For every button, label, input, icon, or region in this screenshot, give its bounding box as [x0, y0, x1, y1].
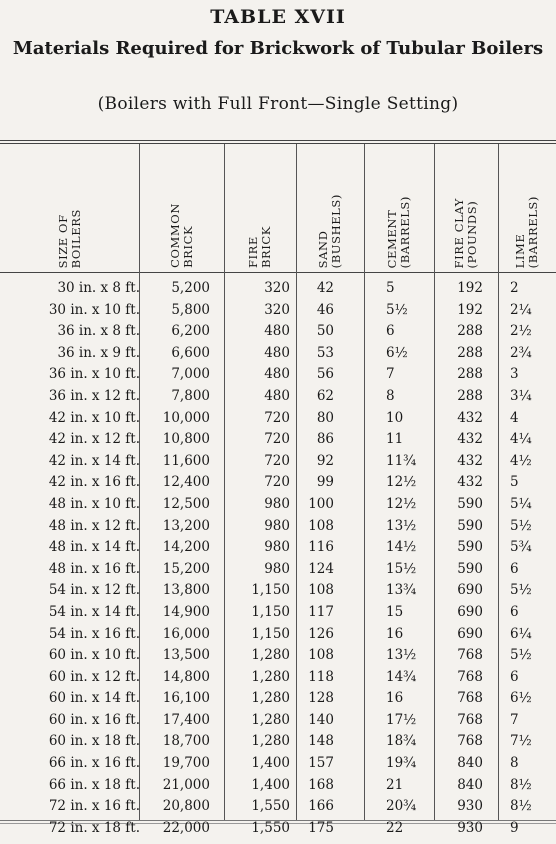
fire-clay-cell: 768	[457, 690, 483, 707]
table-row	[0, 710, 556, 732]
sand-cell: 92	[316, 452, 334, 469]
fire-clay-cell: 288	[457, 323, 483, 340]
fire-brick-cell: 480	[264, 344, 290, 361]
common-brick-cell: 12,400	[162, 474, 210, 491]
size-cell: 54 in. x 16 ft.	[48, 625, 140, 642]
table-row	[0, 278, 556, 300]
fire-clay-cell: 432	[457, 474, 483, 491]
cement-cell: 13½	[386, 647, 417, 664]
fire-brick-cell: 720	[264, 431, 290, 448]
column-header-common-brick: COMMON BRICK	[167, 203, 195, 268]
fire-brick-cell: 480	[264, 387, 290, 404]
lime-cell: 2¼	[510, 301, 532, 318]
fire-brick-cell: 320	[264, 280, 290, 296]
fire-clay-cell: 768	[457, 647, 483, 664]
common-brick-cell: 13,800	[162, 582, 210, 599]
table-note: (Boilers with Full Front—Single Setting)	[97, 94, 459, 114]
size-cell: 48 in. x 14 ft.	[48, 539, 140, 556]
common-brick-cell: 16,100	[162, 690, 210, 707]
common-brick-cell: 18,700	[162, 733, 210, 750]
cement-cell: 20¾	[386, 798, 417, 815]
lime-cell: 5½	[510, 517, 532, 534]
table-row	[0, 321, 556, 343]
table-body	[0, 278, 556, 839]
cement-cell: 15	[386, 603, 404, 620]
size-cell: 30 in. x 8 ft.	[57, 280, 140, 296]
cement-cell: 12½	[386, 495, 417, 512]
fire-clay-cell: 768	[457, 668, 483, 685]
sand-cell: 108	[308, 517, 334, 534]
lime-cell: 2	[510, 280, 519, 296]
size-cell: 60 in. x 10 ft.	[48, 647, 140, 664]
cement-cell: 14¾	[386, 668, 417, 685]
common-brick-cell: 14,200	[162, 539, 210, 556]
cement-cell: 11¾	[386, 452, 417, 469]
table-row	[0, 753, 556, 775]
sand-cell: 80	[316, 409, 334, 426]
lime-cell: 4¼	[510, 431, 532, 448]
top-rule-inner	[0, 143, 556, 144]
fire-brick-cell: 1,280	[251, 690, 290, 707]
fire-brick-cell: 1,150	[251, 625, 290, 642]
common-brick-cell: 16,000	[162, 625, 210, 642]
column-header-size: SIZE OF BOILERS	[55, 208, 83, 268]
fire-brick-cell: 980	[264, 560, 290, 577]
common-brick-cell: 5,200	[171, 280, 210, 296]
lime-cell: 8	[510, 755, 519, 772]
sand-cell: 126	[308, 625, 334, 642]
cement-cell: 22	[386, 819, 404, 836]
lime-cell: 8½	[510, 776, 532, 793]
sand-cell: 140	[308, 711, 334, 728]
sand-cell: 62	[316, 387, 334, 404]
size-cell: 36 in. x 10 ft.	[48, 366, 140, 383]
lime-cell: 6	[510, 668, 519, 685]
table-row	[0, 559, 556, 581]
lime-cell: 6¼	[510, 625, 532, 642]
common-brick-cell: 22,000	[162, 819, 210, 836]
column-header-sand: SAND (BUSHELS)	[316, 193, 343, 268]
lime-cell: 6½	[510, 690, 532, 707]
size-cell: 48 in. x 16 ft.	[48, 560, 140, 577]
fire-brick-cell: 980	[264, 517, 290, 534]
fire-clay-cell: 768	[457, 711, 483, 728]
sand-cell: 42	[316, 280, 334, 296]
lime-cell: 5¼	[510, 495, 532, 512]
fire-clay-cell: 930	[457, 798, 483, 815]
fire-brick-cell: 1,150	[251, 582, 290, 599]
fire-clay-cell: 690	[457, 582, 483, 599]
table-row	[0, 386, 556, 408]
common-brick-cell: 7,800	[171, 387, 210, 404]
cement-cell: 6	[386, 323, 395, 340]
table-row	[0, 516, 556, 538]
size-cell: 60 in. x 12 ft.	[48, 668, 140, 685]
sand-cell: 50	[316, 323, 334, 340]
common-brick-cell: 15,200	[162, 560, 210, 577]
cement-cell: 16	[386, 690, 404, 707]
fire-clay-cell: 840	[457, 755, 483, 772]
table-row	[0, 472, 556, 494]
table-row	[0, 537, 556, 559]
table-row	[0, 624, 556, 646]
cement-cell: 5	[386, 280, 395, 296]
size-cell: 36 in. x 12 ft.	[48, 387, 140, 404]
fire-brick-cell: 1,280	[251, 733, 290, 750]
size-cell: 36 in. x 8 ft.	[57, 323, 140, 340]
common-brick-cell: 14,800	[162, 668, 210, 685]
sand-cell: 99	[316, 474, 334, 491]
sand-cell: 175	[308, 819, 334, 836]
lime-cell: 2½	[510, 323, 532, 340]
size-cell: 42 in. x 10 ft.	[48, 409, 140, 426]
fire-brick-cell: 1,400	[251, 755, 290, 772]
sand-cell: 157	[308, 755, 334, 772]
size-cell: 54 in. x 12 ft.	[48, 582, 140, 599]
table-row	[0, 364, 556, 386]
sand-cell: 124	[308, 560, 334, 577]
fire-brick-cell: 980	[264, 539, 290, 556]
fire-brick-cell: 480	[264, 366, 290, 383]
column-header-lime: LIME (BARRELS)	[513, 195, 540, 268]
fire-clay-cell: 192	[457, 280, 483, 296]
cement-cell: 18¾	[386, 733, 417, 750]
common-brick-cell: 13,200	[162, 517, 210, 534]
fire-brick-cell: 1,150	[251, 603, 290, 620]
sand-cell: 53	[316, 344, 334, 361]
cement-cell: 15½	[386, 560, 417, 577]
common-brick-cell: 12,500	[162, 495, 210, 512]
fire-clay-cell: 192	[457, 301, 483, 318]
fire-brick-cell: 720	[264, 409, 290, 426]
cement-cell: 16	[386, 625, 404, 642]
table-row	[0, 667, 556, 689]
size-cell: 72 in. x 16 ft.	[48, 798, 140, 815]
table-row	[0, 731, 556, 753]
lime-cell: 9	[510, 819, 519, 836]
header-divider	[0, 272, 556, 273]
fire-clay-cell: 288	[457, 387, 483, 404]
cement-cell: 11	[386, 431, 404, 448]
lime-cell: 3	[510, 366, 519, 383]
size-cell: 42 in. x 12 ft.	[48, 431, 140, 448]
lime-cell: 7	[510, 711, 519, 728]
cement-cell: 7	[386, 366, 395, 383]
size-cell: 54 in. x 14 ft.	[48, 603, 140, 620]
table-row	[0, 688, 556, 710]
size-cell: 42 in. x 14 ft.	[48, 452, 140, 469]
fire-brick-cell: 1,550	[251, 798, 290, 815]
fire-clay-cell: 690	[457, 603, 483, 620]
table-row	[0, 580, 556, 602]
sand-cell: 100	[308, 495, 334, 512]
size-cell: 36 in. x 9 ft.	[57, 344, 140, 361]
fire-clay-cell: 690	[457, 625, 483, 642]
fire-clay-cell: 930	[457, 819, 483, 836]
table-row	[0, 429, 556, 451]
fire-brick-cell: 1,550	[251, 819, 290, 836]
common-brick-cell: 19,700	[162, 755, 210, 772]
table-row	[0, 343, 556, 365]
fire-clay-cell: 590	[457, 560, 483, 577]
lime-cell: 2¾	[510, 344, 532, 361]
size-cell: 60 in. x 14 ft.	[48, 690, 140, 707]
sand-cell: 168	[308, 776, 334, 793]
size-cell: 60 in. x 18 ft.	[48, 733, 140, 750]
fire-brick-cell: 1,400	[251, 776, 290, 793]
table-row	[0, 775, 556, 797]
common-brick-cell: 5,800	[171, 301, 210, 318]
sand-cell: 108	[308, 647, 334, 664]
top-rule	[0, 140, 556, 141]
common-brick-cell: 7,000	[171, 366, 210, 383]
cement-cell: 10	[386, 409, 404, 426]
lime-cell: 5½	[510, 647, 532, 664]
table-title: TABLE XVII	[210, 6, 346, 28]
fire-clay-cell: 590	[457, 539, 483, 556]
fire-brick-cell: 720	[264, 452, 290, 469]
fire-clay-cell: 590	[457, 495, 483, 512]
lime-cell: 8½	[510, 798, 532, 815]
lime-cell: 5¾	[510, 539, 532, 556]
sand-cell: 128	[308, 690, 334, 707]
common-brick-cell: 11,600	[162, 452, 210, 469]
sand-cell: 86	[316, 431, 334, 448]
common-brick-cell: 13,500	[162, 647, 210, 664]
lime-cell: 7½	[510, 733, 532, 750]
common-brick-cell: 20,800	[162, 798, 210, 815]
fire-clay-cell: 432	[457, 431, 483, 448]
lime-cell: 6	[510, 560, 519, 577]
sand-cell: 118	[308, 668, 334, 685]
fire-clay-cell: 590	[457, 517, 483, 534]
table-row	[0, 796, 556, 818]
lime-cell: 6	[510, 603, 519, 620]
size-cell: 48 in. x 12 ft.	[48, 517, 140, 534]
cement-cell: 12½	[386, 474, 417, 491]
lime-cell: 3¼	[510, 387, 532, 404]
cement-cell: 5½	[386, 301, 408, 318]
cement-cell: 19¾	[386, 755, 417, 772]
table-row	[0, 408, 556, 430]
sand-cell: 46	[316, 301, 334, 318]
table-row	[0, 645, 556, 667]
sand-cell: 56	[316, 366, 334, 383]
column-header-cement: CEMENT (BARRELS)	[385, 195, 412, 268]
fire-clay-cell: 288	[457, 366, 483, 383]
column-header-fire-clay: FIRE CLAY (POUNDS)	[452, 197, 479, 268]
fire-clay-cell: 432	[457, 452, 483, 469]
fire-clay-cell: 768	[457, 733, 483, 750]
cement-cell: 13¾	[386, 582, 417, 599]
table-row	[0, 300, 556, 322]
fire-brick-cell: 320	[264, 301, 290, 318]
fire-clay-cell: 432	[457, 409, 483, 426]
common-brick-cell: 21,000	[162, 776, 210, 793]
size-cell: 72 in. x 18 ft.	[48, 819, 140, 836]
lime-cell: 5½	[510, 582, 532, 599]
lime-cell: 5	[510, 474, 519, 491]
fire-brick-cell: 980	[264, 495, 290, 512]
common-brick-cell: 10,800	[162, 431, 210, 448]
size-cell: 30 in. x 10 ft.	[48, 301, 140, 318]
sand-cell: 117	[308, 603, 334, 620]
size-cell: 60 in. x 16 ft.	[48, 711, 140, 728]
cement-cell: 13½	[386, 517, 417, 534]
cement-cell: 6½	[386, 344, 408, 361]
size-cell: 66 in. x 18 ft.	[48, 776, 140, 793]
table-row	[0, 494, 556, 516]
fire-clay-cell: 288	[457, 344, 483, 361]
lime-cell: 4½	[510, 452, 532, 469]
sand-cell: 108	[308, 582, 334, 599]
lime-cell: 4	[510, 409, 519, 426]
fire-brick-cell: 720	[264, 474, 290, 491]
common-brick-cell: 6,200	[171, 323, 210, 340]
size-cell: 42 in. x 16 ft.	[48, 474, 140, 491]
common-brick-cell: 6,600	[171, 344, 210, 361]
common-brick-cell: 10,000	[162, 409, 210, 426]
cement-cell: 17½	[386, 711, 417, 728]
cement-cell: 21	[386, 776, 404, 793]
fire-brick-cell: 1,280	[251, 711, 290, 728]
table-subtitle: Materials Required for Brickwork of Tubular Boilers	[12, 38, 544, 59]
sand-cell: 148	[308, 733, 334, 750]
size-cell: 48 in. x 10 ft.	[48, 495, 140, 512]
sand-cell: 116	[308, 539, 334, 556]
cement-cell: 14½	[386, 539, 417, 556]
fire-brick-cell: 1,280	[251, 668, 290, 685]
column-header-fire-brick: FIRE BRICK	[246, 225, 273, 268]
sand-cell: 166	[308, 798, 334, 815]
common-brick-cell: 14,900	[162, 603, 210, 620]
common-brick-cell: 17,400	[162, 711, 210, 728]
fire-brick-cell: 1,280	[251, 647, 290, 664]
cement-cell: 8	[386, 387, 395, 404]
table-row	[0, 602, 556, 624]
fire-clay-cell: 840	[457, 776, 483, 793]
table-row	[0, 818, 556, 840]
fire-brick-cell: 480	[264, 323, 290, 340]
size-cell: 66 in. x 16 ft.	[48, 755, 140, 772]
table-row	[0, 451, 556, 473]
